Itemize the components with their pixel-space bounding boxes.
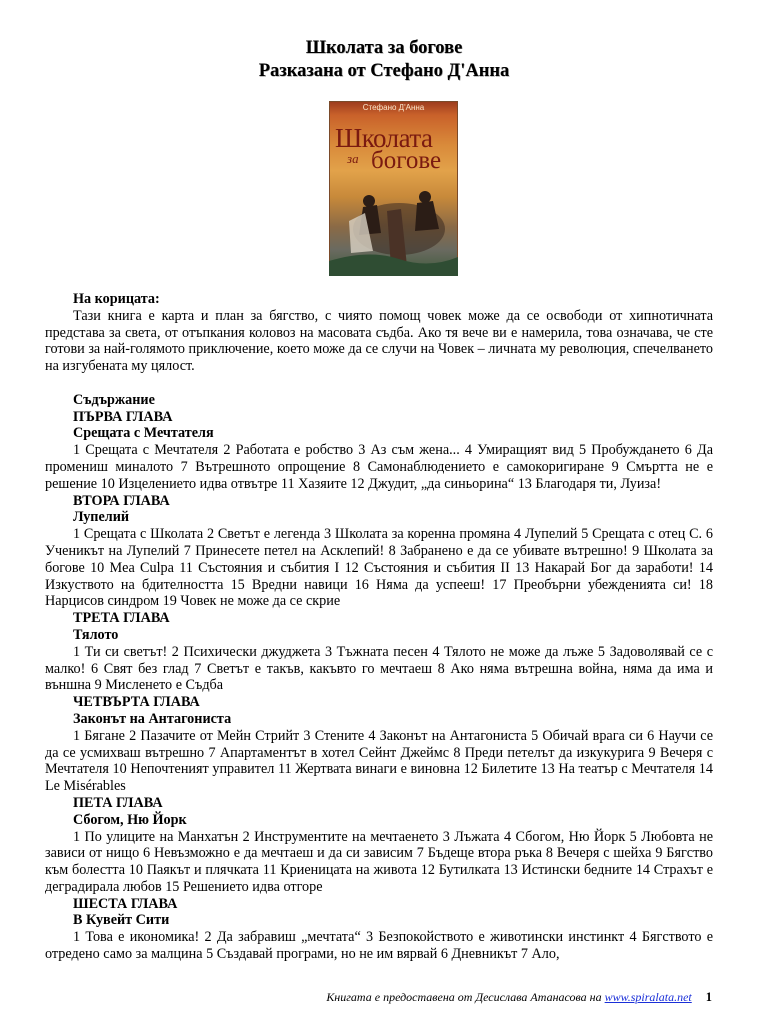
on-cover-text: Тази книга е карта и план за бягство, с чиято помощ човек може да се освободи от хипнотичната представа за света, от отъпкания коловоз на масовата съдба. Ако тя вече ви е намерила, това означава, че сте готови за най-голямото приключение, което може да се случи на Човек – личната му революция, спечелването на изгубената му цялост.	[45, 307, 713, 375]
chapter-contents: 1 По улиците на Манхатън 2 Инструментите на мечтаенето 3 Лъжата 4 Сбогом, Ню Йорк 5 Любовта не зависи от нищо 6 Невъзможно е да мечтаеш и да си зависим 7 Бъдеще втора ръка 8 Вечеря с шейха 9 Бягство към болестта 10 Паякът и плячката 11 Криеницата на живота 12 Бутилката 13 Истински бедните 14 Страхът е деградирала любов 15 Решението идва отгоре	[45, 828, 713, 895]
cover-title-za: за	[347, 151, 359, 166]
spacer	[45, 375, 713, 392]
chapter-contents: 1 Бягане 2 Пазачите от Мейн Стрийт 3 Стените 4 Законът на Антагониста 5 Обичай врага си 6 Научи се да се усмихваш вътрешно 7 Апартаментът в хотел Сейнт Джеймс 8 Преди петелът да изкукурига 9 Вечеря с Мечтателя 10 Непочтеният управител 11 Жертвата винаги е виновна 12 Билетите 13 На театър с Мечтателя 14 Le Misérables	[45, 727, 713, 795]
page-footer	[0, 990, 712, 1005]
chapter-label: ЧЕТВЪРТА ГЛАВА	[73, 694, 200, 711]
book-cover-image	[329, 101, 458, 276]
cover-author: Стефано Д'Анна	[362, 103, 425, 112]
document-title: Школата за богове	[305, 38, 463, 58]
chapter-label: ПЕТА ГЛАВА	[73, 794, 163, 811]
chapter-contents: 1 Срещата с Мечтателя 2 Работата е робство 3 Аз съм жена... 4 Умиращият вид 5 Пробуждането 6 Да промениш миналото 7 Вътрешното опрощение 8 Самонаблюдението е самокоригиране 9 Смъртта не е решение 10 Изцелението идва отвътре 11 Хазяите 12 Джудит, „да синьорина“ 13 Благодаря ти, Луиза!	[45, 442, 713, 492]
chapter-contents: 1 Това е икономика! 2 Да забравиш „мечтата“ 3 Безпокойството е животински инстинкт 4 Бягството е отредено само за малцина 5 Създавай програми, но не им вярвай 6 Дневникът 7 Ало,	[45, 929, 713, 963]
footer-site-link[interactable]: www.spiralata.net	[604, 990, 692, 1004]
chapter-label: ВТОРА ГЛАВА	[73, 492, 170, 509]
chapter-title: Лупелий	[73, 509, 130, 526]
chapter-label: ШЕСТА ГЛАВА	[73, 895, 178, 912]
document-subtitle: Разказана от Стефано Д'Анна	[258, 61, 510, 81]
page-number: 1	[705, 990, 712, 1004]
chapter-title: Тялото	[73, 626, 119, 643]
document-body	[45, 291, 713, 963]
chapter-title: Законът на Антагониста	[73, 710, 232, 727]
chapter-title: Срещата с Мечтателя	[73, 425, 214, 442]
chapter-label: ТРЕТА ГЛАВА	[73, 610, 170, 627]
chapter-contents: 1 Ти си светът! 2 Психически джуджета 3 Тъжната песен 4 Тялото не може да лъже 5 Задоволявай се с малко! 6 Свят без глад 7 Светът е такъв, какъвто го мечтаеш 8 Ако няма вътрешна война, няма да има и външна 9 Мисленето е Съдба	[45, 643, 713, 694]
chapter-title: В Кувейт Сити	[73, 912, 170, 929]
chapter-label: ПЪРВА ГЛАВА	[73, 408, 173, 425]
document-title-block	[0, 37, 768, 83]
cover-title-part2: богове	[371, 147, 442, 174]
chapter-contents: 1 Срещата с Школата 2 Светът е легенда 3 Школата за коренна промяна 4 Лупелий 5 Срещата с отец С. 6 Ученикът на Лупелий 7 Принесете петел на Асклепий! 8 Забранено е да се убивате вътрешно! 9 Школата за богове 10 Mea Culpa 11 Състояния и събития I 12 Състояния и събития II 13 Накарай Бог да заработи! 14 Изкуството на бдителността 15 Вредни навици 16 Няма да успееш! 17 Преобърни убежденията си! 18 Нарцисов синдром 19 Човек не може да се скрие	[45, 526, 713, 610]
cover-title-part1: Школата	[335, 123, 433, 153]
chapter-title: Сбогом, Ню Йорк	[73, 811, 187, 828]
contents-heading: Съдържание	[73, 391, 155, 408]
on-cover-heading: На корицата:	[73, 291, 160, 307]
footer-credit: Книгата е предоставена от Десислава Атанасова на	[326, 990, 605, 1004]
